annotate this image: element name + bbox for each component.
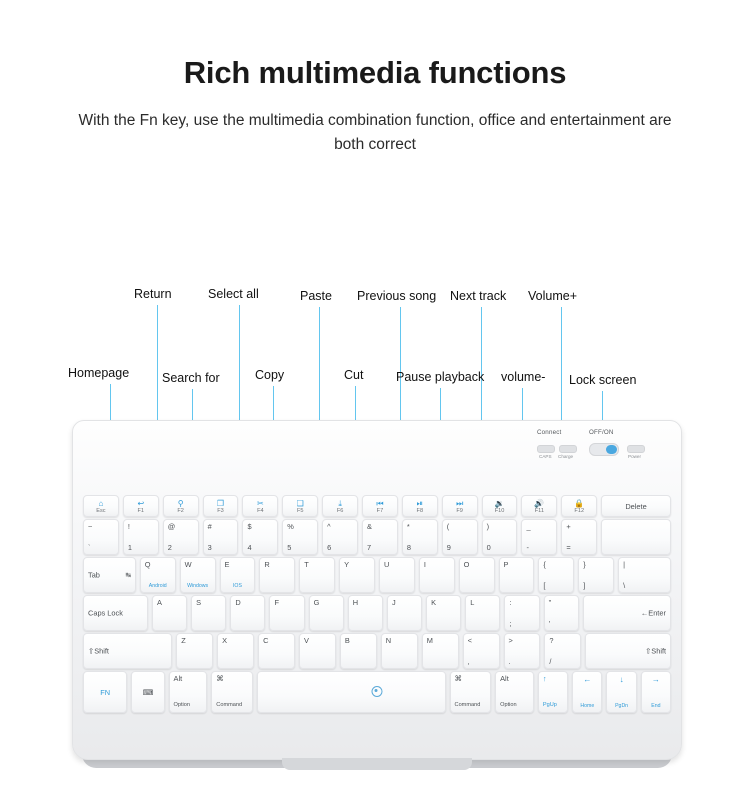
key-m-top-label: M [426,636,433,645]
keyboard-top-bezel [73,421,681,489]
key-bracket-left-top-label: { [543,560,546,569]
key-f3-label: F3 [217,507,224,514]
key-f9[interactable] [442,495,478,517]
key-8-top-label: * [406,522,410,531]
key-4-top-label: $ [247,522,252,531]
key-z-top-label: Z [181,636,186,645]
key-comma-bottom-label: , [467,656,470,666]
key-5[interactable] [282,519,318,555]
key-e-top-label: E [224,560,230,569]
key-p-top-label: P [503,560,509,569]
key-bracket-right[interactable] [578,557,614,593]
key-quote-top-label: " [548,598,552,607]
key-q[interactable] [140,557,176,593]
key-0-bottom-label: 0 [486,542,491,552]
key-f8-label: F8 [416,507,424,514]
key-minus[interactable] [521,519,557,555]
key-e[interactable] [220,557,256,593]
key-f5-label: F5 [296,507,304,514]
function-key-row [83,495,671,515]
key-tab-arrow-icon: ↹ [125,572,131,579]
key-period-top-label: > [508,636,513,645]
key-y-top-label: Y [344,560,350,569]
callout-label: volume- [501,370,546,384]
key-s[interactable] [191,595,226,631]
key-keyboard-toggle-label: ⌨ [142,687,154,697]
key-esc-label: Esc [96,507,106,514]
key-f7-label: F7 [376,507,384,514]
callout-label: Cut [344,368,364,382]
key-w-top-label: W [184,560,192,569]
key-f11[interactable] [521,495,557,517]
key-f11-label: F11 [534,507,544,514]
key-equal[interactable] [561,519,597,555]
key-command-left-bottom-label: Command [216,702,243,709]
callout-label: Copy [255,368,285,382]
key-f10-icon: 🔉 [494,499,505,508]
callout-label: Paste [300,289,332,303]
key-alt-option-left-bottom-label: Option [173,702,191,709]
caps-indicator-label: CAPS [539,454,552,459]
key-backslash-bottom-label: \ [623,580,626,590]
key-l-top-label: L [470,598,475,607]
key-caps-lock[interactable] [83,595,148,631]
charge-indicator-label: Charge [558,454,574,459]
key-7-top-label: & [367,522,372,531]
key-f8-icon: ⏯ [416,499,423,508]
key-9[interactable] [442,519,478,555]
key-1-top-label: ! [127,522,130,531]
key-down-pgdn-label: PgDn [615,703,629,709]
key-up-pgup[interactable] [538,671,568,713]
key-command-right-top-label: ⌘ [454,674,462,683]
key-keyboard-toggle[interactable] [131,671,164,713]
power-indicator-label: Power [628,454,642,459]
key-f12[interactable] [561,495,597,517]
key-o-top-label: O [463,560,470,569]
key-down-pgdn-arrow-icon: ↓ [619,675,624,684]
key-tilde-bottom-label: ` [88,542,91,552]
key-backspace[interactable] [601,519,671,555]
key-c-top-label: C [263,636,269,645]
key-n[interactable] [381,633,418,669]
key-f9-label: F9 [456,507,463,514]
key-5-top-label: % [287,522,294,531]
key-b-top-label: B [344,636,350,645]
key-bracket-left-bottom-label: [ [543,580,546,590]
key-f9-icon: ⏭ [456,499,464,508]
key-minus-bottom-label: - [526,542,529,552]
key-caps-lock-label: Caps Lock [88,608,123,618]
key-f12-label: F12 [574,507,585,514]
key-g[interactable] [309,595,344,631]
key-slash[interactable] [544,633,581,669]
power-switch[interactable] [589,443,619,456]
key-enter[interactable] [583,595,671,631]
key-v[interactable] [299,633,336,669]
key-6-top-label: ^ [327,522,331,531]
key-command-left-top-label: ⌘ [216,674,224,683]
key-9-bottom-label: 9 [446,542,451,552]
keyboard-foot [282,758,472,770]
key-k-top-label: K [431,598,437,607]
key-shift-right[interactable] [585,633,671,669]
charge-indicator [559,445,577,453]
key-t-top-label: T [304,560,309,569]
key-8[interactable] [402,519,438,555]
key-n-top-label: N [385,636,392,645]
key-0[interactable] [482,519,518,555]
key-h-top-label: H [352,598,359,607]
key-7-bottom-label: 7 [367,542,372,552]
key-1-bottom-label: 1 [127,542,132,552]
key-a-top-label: A [157,598,162,607]
key-right-end-label: End [651,703,661,709]
key-slash-top-label: ? [549,636,554,645]
key-comma[interactable] [463,633,500,669]
key-left-home-arrow-icon: ← [583,675,592,684]
status-cluster [537,429,667,487]
callout-label: Return [134,287,172,301]
key-delete[interactable] [601,495,671,517]
key-command-left[interactable] [211,671,253,713]
key-semicolon[interactable] [504,595,539,631]
keyboard-illustration [72,420,682,760]
page-subtitle: With the Fn key, use the multimedia combination function, office and entertainment are both correct [78,112,672,154]
key-s-top-label: S [196,598,202,607]
key-bracket-right-bottom-label: ] [583,580,586,590]
key-t[interactable] [299,557,335,593]
key-shift-left-label: ⇧Shift [88,646,109,656]
key-y[interactable] [339,557,375,593]
key-0-top-label: ) [486,522,490,531]
key-up-pgup-top-label: ↑ [542,674,547,683]
caps-indicator [537,445,555,453]
key-6-bottom-label: 6 [327,542,332,552]
key-f6-label: F6 [336,507,344,514]
key-up-pgup-bottom-label: PgUp [542,702,557,709]
key-f5[interactable] [282,495,318,517]
key-fn-label: FN [100,687,111,697]
bottom-letter-key-row [83,633,671,667]
key-comma-top-label: < [467,636,472,645]
key-b[interactable] [340,633,377,669]
key-7[interactable] [362,519,398,555]
key-c[interactable] [258,633,295,669]
key-i-top-label: I [423,560,426,569]
key-g-top-label: G [313,598,320,607]
key-f2[interactable] [163,495,199,517]
key-9-top-label: ( [446,522,450,531]
key-esc-icon: ⌂ [98,499,104,508]
number-key-row [83,519,671,553]
callout-label: Select all [208,287,259,301]
key-f2-label: F2 [177,507,184,514]
key-4-bottom-label: 4 [247,542,252,552]
key-q-sublabel: Android [148,583,167,589]
key-bracket-right-top-label: } [583,560,586,569]
callout-label: Homepage [68,366,130,380]
key-quote[interactable] [544,595,579,631]
callout-label: Lock screen [569,373,637,387]
key-bracket-left[interactable] [538,557,574,593]
callout-label: Next track [450,289,507,303]
key-f6[interactable] [322,495,358,517]
key-alt-option-right[interactable] [495,671,534,713]
key-f1-icon: ↩ [137,499,145,508]
key-shift-right-label: ⇧Shift [645,646,667,656]
key-z[interactable] [176,633,213,669]
key-tilde[interactable] [83,519,119,555]
key-tab-label: Tab [88,570,100,580]
key-alt-option-left-top-label: Alt [173,674,183,683]
key-left-home-label: Home [580,703,595,709]
key-k[interactable] [426,595,461,631]
key-command-right-bottom-label: Command [454,702,481,709]
key-a[interactable] [152,595,187,631]
key-alt-option-left[interactable] [169,671,208,713]
key-f10-label: F10 [494,507,505,514]
key-f[interactable] [269,595,304,631]
key-right-end[interactable] [641,671,671,713]
key-tab[interactable] [83,557,136,593]
connect-label: Connect [537,429,562,436]
key-alt-option-right-top-label: Alt [500,674,509,683]
key-alt-option-right-bottom-label: Option [500,702,517,709]
power-switch-knob [606,445,617,454]
key-f12-icon: 🔒 [574,499,585,508]
qwerty-key-row [83,557,671,591]
power-indicator [627,445,645,453]
key-down-pgdn[interactable] [606,671,636,713]
key-left-home[interactable] [572,671,602,713]
key-space[interactable] [257,671,446,713]
key-command-right[interactable] [450,671,492,713]
key-enter-label: ←Enter [640,608,666,618]
key-equal-bottom-label: = [566,542,571,552]
page-title: Rich multimedia functions [183,55,567,90]
key-3[interactable] [203,519,239,555]
key-f3-icon: ❐ [216,499,225,508]
key-2-top-label: @ [167,522,176,531]
key-slash-bottom-label: / [549,656,552,666]
key-6[interactable] [322,519,358,555]
key-d-top-label: D [235,598,241,607]
key-esc[interactable] [83,495,119,517]
key-f4-label: F4 [257,507,264,514]
key-semicolon-bottom-label: ; [509,618,512,628]
key-x-top-label: X [222,636,228,645]
key-f7-icon: ⏮ [376,499,384,508]
key-f10[interactable] [482,495,518,517]
key-f7[interactable] [362,495,398,517]
key-period-bottom-label: . [508,656,511,666]
callout-label: Volume+ [528,289,577,303]
key-m[interactable] [422,633,459,669]
key-w-sublabel: Windows [187,583,209,589]
key-v-top-label: V [303,636,309,645]
key-minus-top-label: _ [526,522,531,531]
power-switch-label: OFF/ON [589,429,614,436]
space-key-dot-icon [372,686,383,697]
key-delete-label: Delete [625,501,647,511]
key-f5-icon: ❑ [296,499,304,508]
key-equal-top-label: + [566,522,571,531]
key-e-sublabel: IOS [232,583,242,589]
key-p[interactable] [499,557,535,593]
key-l[interactable] [465,595,500,631]
key-f8[interactable] [402,495,438,517]
key-f2-icon: ⚲ [177,499,184,508]
key-q-top-label: Q [144,560,151,569]
key-tilde-top-label: ~ [88,522,93,531]
key-quote-bottom-label: ' [548,618,550,628]
key-f1[interactable] [123,495,159,517]
key-backslash-top-label: | [623,560,626,569]
key-shift-left[interactable] [83,633,172,669]
key-4[interactable] [242,519,278,555]
key-f4[interactable] [242,495,278,517]
key-2[interactable] [163,519,199,555]
key-f-top-label: F [274,598,279,607]
key-period[interactable] [504,633,541,669]
key-u-top-label: U [383,560,390,569]
home-key-row [83,595,671,629]
key-2-bottom-label: 2 [167,542,172,552]
key-right-end-arrow-icon: → [651,675,660,684]
key-3-top-label: # [207,522,212,531]
key-d[interactable] [230,595,265,631]
key-r-top-label: R [264,560,270,569]
callout-label: Search for [162,371,220,385]
key-f4-icon: ✂ [257,499,264,508]
key-1[interactable] [123,519,159,555]
callout-label: Pause playback [396,370,485,384]
key-f11-icon: 🔊 [534,499,545,508]
key-space-label [258,672,445,712]
key-5-bottom-label: 5 [287,542,292,552]
key-i[interactable] [419,557,455,593]
key-j[interactable] [387,595,422,631]
key-8-bottom-label: 8 [406,542,411,552]
key-o[interactable] [459,557,495,593]
key-x[interactable] [217,633,254,669]
key-h[interactable] [348,595,383,631]
key-3-bottom-label: 3 [207,542,212,552]
key-r[interactable] [259,557,295,593]
key-u[interactable] [379,557,415,593]
key-fn[interactable] [83,671,127,713]
callout-label: Previous song [357,289,437,303]
key-f3[interactable] [203,495,239,517]
key-w[interactable] [180,557,216,593]
key-f1-label: F1 [137,507,145,514]
key-backslash[interactable] [618,557,671,593]
key-f6-icon: ⤓ [338,499,342,508]
keyboard-body [72,420,682,760]
key-semicolon-top-label: : [509,598,512,607]
key-j-top-label: J [391,598,396,607]
